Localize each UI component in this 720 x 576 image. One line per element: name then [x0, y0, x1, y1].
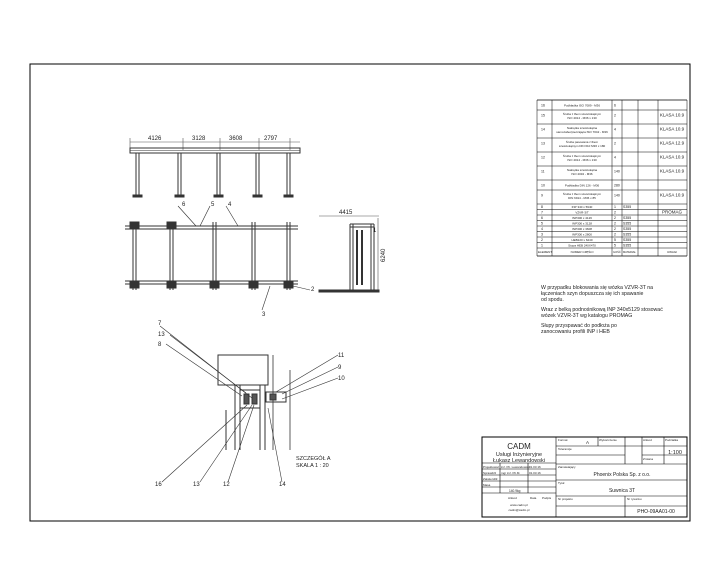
parts-cell-qty: 2 [614, 210, 616, 215]
parts-cell-note: KLASA 10.9 [659, 192, 685, 198]
parts-cell-name: ISO 4014 - M36 x 130 [567, 158, 597, 162]
checker-name: mgr inż. Pit.M. [501, 471, 521, 475]
detail-callout-8: 8 [158, 342, 162, 348]
parts-cell-no: 8 [541, 205, 543, 209]
sheet-no-label: Arkusz [643, 438, 653, 442]
parts-cell-qty: 5 [614, 243, 616, 248]
company-line-2: Łukasz Lewandowski [493, 458, 545, 464]
parts-cell-material: S355 [623, 221, 632, 226]
parts-cell-name: INP 340 x 5940 [571, 205, 593, 209]
parts-cell-name: INP300 x 2800 [572, 232, 592, 237]
parts-header-name: NUMER CZĘŚCI [570, 250, 594, 254]
parts-list-table [537, 100, 687, 256]
parts-cell-name: Nakrętka sześciokątna [566, 168, 598, 172]
date-label: Data [530, 496, 537, 500]
parts-header-note: UWAGI [666, 250, 678, 254]
parts-cell-name: Śruba z łbem sześciokątnym [562, 154, 602, 158]
note-line: od spodu. [541, 297, 564, 303]
parts-cell-material: S355 [623, 205, 632, 209]
parts-cell-no: 10 [541, 183, 545, 188]
parts-cell-note: KLASA 10.9 [659, 168, 685, 174]
parts-cell-qty: 2 [614, 113, 616, 118]
parts-cell-note: PROMAG [661, 209, 683, 215]
detail-callout-9: 9 [338, 365, 342, 371]
parts-cell-qty: 2 [614, 141, 616, 146]
website-1: www.cadm.pl [510, 503, 528, 507]
finish-label: Wykończenie [599, 438, 617, 442]
parts-cell-qty: 4 [614, 155, 616, 160]
note-line: wózek VZVR-3T wg katalogu PROMAG [541, 313, 633, 319]
parts-cell-note: KLASA 12.9 [659, 140, 685, 146]
parts-cell-qty: 6 [614, 103, 616, 108]
parts-cell-name: Śruba z łbem sześciokątnym [562, 192, 602, 196]
parts-cell-no: 13 [541, 141, 545, 146]
plan-view [125, 206, 310, 310]
scale-value: 1:100 [668, 450, 682, 456]
dim-top-1: 4126 [148, 136, 162, 142]
parts-cell-qty: 140 [614, 193, 620, 198]
plan-callout-2: 2 [311, 287, 315, 293]
parts-cell-no: 7 [541, 210, 543, 215]
drawing-no-label: Nr rysunku [627, 497, 642, 501]
parts-cell-name: Stopa HEB 240X470 [568, 243, 596, 248]
sheet-label: Arkusz [508, 496, 518, 500]
note-line: łączeniach szyn dopuszcza się ich spawanie [541, 291, 644, 297]
mass-value: 140.9kg [509, 489, 521, 493]
parts-cell-name: Śruba pasowana z łbem [565, 140, 599, 144]
parts-cell-qty: 2 [614, 216, 616, 220]
parts-header-material: MATERIAŁ [623, 251, 636, 254]
note-line: W przypadku blokowania się wózka VZVR-3T na [541, 285, 654, 291]
parts-cell-name: INP300 x 3608 [572, 227, 592, 231]
plan-callout-6: 6 [182, 202, 186, 208]
client-label: Zamawiający [558, 465, 576, 469]
parts-cell-name: samozabezpieczająca ISO 7042 - M36 [556, 130, 608, 134]
role-approved: Zatwierdził [483, 477, 498, 481]
subpart-label: Nr projektu [558, 497, 573, 501]
note-line: Słupy przyspawać do podłoża po [541, 323, 617, 329]
parts-cell-no: 3 [541, 232, 543, 237]
parts-cell-name: INP300 x 3128 [572, 221, 592, 226]
parts-cell-no: 1 [541, 243, 543, 248]
parts-cell-no: 2 [541, 238, 543, 242]
parts-cell-material: S355 [623, 227, 632, 231]
detail-callout-13b: 13 [193, 482, 200, 488]
side-view [319, 216, 379, 292]
parts-cell-no: 12 [541, 155, 545, 160]
role-mass: Masa [483, 483, 491, 487]
parts-cell-qty: 4 [614, 127, 616, 132]
parts-cell-material: S355 [623, 216, 632, 220]
dim-top-3: 3608 [229, 136, 243, 142]
detail-callout-16: 16 [155, 482, 162, 488]
detail-callout-7: 7 [158, 321, 162, 327]
detail-callout-12: 12 [223, 482, 230, 488]
notes-block [541, 285, 663, 335]
title-label: Tytuł [558, 481, 565, 485]
side-callout-1: 1 [373, 228, 377, 234]
company-line-1: Usługi Inżynieryjne [495, 452, 543, 458]
format-label: Format [558, 438, 568, 442]
side-dim-width: 4415 [339, 210, 353, 216]
company-logo: CADM [507, 442, 531, 451]
parts-cell-name: sześciokątnym DIN 610 M36 x 180 [558, 144, 606, 148]
parts-cell-name: Nakrętka sześciokątna [566, 126, 598, 130]
parts-cell-name: HEB220 x 6240 [571, 238, 593, 242]
parts-cell-qty: 2 [614, 232, 616, 237]
parts-cell-name: DIN 6914 - M36 x 85 [568, 196, 596, 200]
drawing-no-value: PHO-09AA01-00 [637, 509, 675, 515]
parts-cell-name: Podkładka ISO 7089 - M36 [563, 103, 601, 108]
checker-date: 01.03.16 [529, 471, 541, 475]
parts-cell-qty: 5 [614, 238, 616, 242]
parts-cell-material: S355 [623, 238, 632, 242]
parts-cell-qty: 2 [614, 221, 616, 226]
parts-cell-material: S355 [623, 243, 632, 248]
role-checker: Sprawdził [483, 471, 497, 475]
dim-top-2: 3128 [192, 136, 206, 142]
note-line: zanocowaniu profili INP i HEB [541, 329, 610, 335]
parts-cell-name: Śruba z łbem sześciokątnym [562, 112, 602, 116]
parts-cell-no: 5 [541, 221, 543, 226]
parts-cell-no: 9 [541, 193, 543, 198]
parts-cell-name: ISO 4034 - M36 [571, 172, 593, 176]
scale-label: Podziałka [665, 438, 679, 442]
parts-cell-qty: 1 [614, 205, 616, 209]
parts-cell-name: VZVR-3/T [575, 210, 589, 215]
front-view [130, 138, 300, 197]
plan-callout-4: 4 [228, 202, 232, 208]
parts-cell-material: S355 [623, 232, 632, 237]
client-value: Phoenix Polska Sp. z o.o. [593, 472, 651, 478]
parts-header-no: ELEMENT [538, 250, 553, 254]
revision-label: Zmiana [643, 457, 654, 461]
parts-cell-no: 11 [541, 169, 545, 174]
dim-top-4: 2797 [264, 136, 278, 142]
parts-cell-no: 4 [541, 227, 543, 231]
parts-cell-name: Podkładka DIN 126 - M36 [564, 183, 600, 188]
parts-cell-no: 15 [541, 113, 545, 118]
parts-cell-qty: 2 [614, 227, 616, 231]
note-line: Wraz z belką podnośnikową INP 340x5129 stosować [541, 307, 663, 313]
detail-callout-14: 14 [279, 482, 286, 488]
parts-cell-name: INP300 x 4126 [572, 216, 592, 220]
plan-callout-3: 3 [262, 312, 266, 318]
parts-cell-qty: 280 [614, 183, 620, 188]
parts-cell-qty: 140 [614, 169, 620, 174]
parts-cell-name: ISO 4014 - M36 x 130 [567, 116, 597, 120]
sig-label: Podpis [542, 496, 552, 500]
detail-callout-10: 10 [338, 376, 345, 382]
detail-caption-scale: SKALA 1 : 20 [296, 463, 329, 469]
tolerance-label: Tolerancje [558, 447, 572, 451]
parts-cell-no: 16 [541, 103, 545, 108]
detail-callout-13a: 13 [158, 332, 165, 338]
parts-cell-note: KLASA 10.9 [659, 112, 685, 118]
title-value: Suwnica 3T [608, 488, 636, 494]
parts-cell-no: 6 [541, 216, 543, 220]
designer-date: 01.03.16 [529, 465, 541, 469]
plan-callout-5: 5 [211, 202, 215, 208]
role-designer: Projektował [483, 465, 499, 469]
designer-name: inż. Pit. Lewandowski [501, 465, 530, 469]
parts-header-qty: ILOŚĆ [613, 251, 621, 254]
parts-cell-note: KLASA 10.9 [659, 154, 685, 160]
detail-callout-11: 11 [338, 353, 345, 359]
parts-cell-note: KLASA 10.9 [659, 126, 685, 132]
detail-caption-title: SZCZEGÓŁ A [296, 456, 331, 462]
parts-cell-no: 14 [541, 127, 545, 132]
side-dim-height: 6240 [381, 248, 387, 262]
website-2: cadm@cadm.pl [508, 508, 530, 512]
format-value: A [586, 440, 590, 445]
